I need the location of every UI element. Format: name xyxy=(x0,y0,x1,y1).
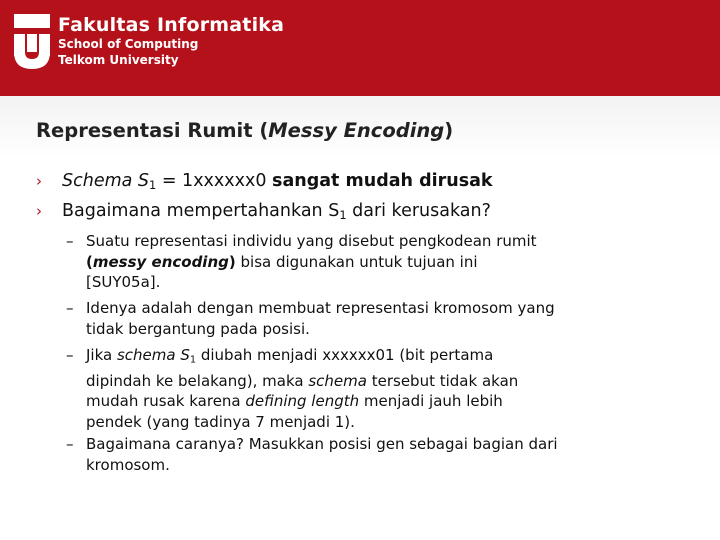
brand-text xyxy=(58,14,284,68)
sub3-line2 xyxy=(66,371,696,392)
sub1-rest: bisa digunakan untuk tujuan ini xyxy=(235,252,478,271)
sub4-line2: kromosom. xyxy=(86,455,170,474)
bullet-arrow-icon: › xyxy=(36,172,42,190)
faculty-name: Fakultas Informatika xyxy=(58,14,285,36)
title-suffix: ) xyxy=(444,119,454,142)
sub3-line3b: menjadi jauh lebih xyxy=(359,392,503,411)
sub3-line4: pendek (yang tadinya 7 menjadi 1). xyxy=(86,412,355,431)
telkom-university-logo xyxy=(12,12,52,70)
question-suffix: dari kerusakan? xyxy=(346,201,491,221)
sub3-jika: Jika xyxy=(86,346,117,364)
sub1-close: ) xyxy=(228,252,236,271)
sub1-line2 xyxy=(66,252,696,273)
header-banner xyxy=(0,0,720,96)
sub1-open: ( xyxy=(86,252,93,271)
question-subscript: 1 xyxy=(339,207,347,222)
sub3-schema: schema S xyxy=(116,346,190,364)
sub3-schema2: schema xyxy=(308,371,367,390)
title-italic: Messy Encoding xyxy=(268,119,445,142)
dash-marker: – xyxy=(66,232,74,250)
sub3-rest1: diubah menjadi xxxxxx01 (bit pertama xyxy=(196,346,494,364)
sub-item-example xyxy=(66,345,696,432)
university-name: Telkom University xyxy=(58,53,179,67)
sub4-line1: Bagaimana caranya? Masukkan posisi gen sebagai bagian dari xyxy=(86,435,558,453)
question-prefix: Bagaimana mempertahankan S xyxy=(62,201,340,221)
sub3-defining: defining length xyxy=(245,392,360,411)
sub1-line1: Suatu representasi individu yang disebut pengkodean rumit xyxy=(86,232,537,250)
title-prefix: Representasi Rumit ( xyxy=(36,119,269,142)
sub-item-representation xyxy=(66,231,696,293)
sub3-line2-text: dipindah ke belakang), maka xyxy=(86,371,309,390)
dash-marker: – xyxy=(66,299,74,317)
sub2-line2: tidak bergantung pada posisi. xyxy=(86,319,310,338)
bullet-question xyxy=(36,201,491,222)
school-name: School of Computing xyxy=(58,37,199,51)
sub-item-how xyxy=(66,434,696,475)
sub-item-idea xyxy=(66,298,696,339)
sub2-line1: Idenya adalah dengan membuat representasi kromosom yang xyxy=(86,299,555,317)
sub1-line3: [SUY05a]. xyxy=(86,273,161,291)
sub3-line3 xyxy=(66,391,696,412)
dash-marker: – xyxy=(66,435,74,453)
bullet-arrow-icon: › xyxy=(36,202,42,220)
bullet-schema xyxy=(36,171,493,192)
sub1-messy: messy encoding xyxy=(92,252,229,271)
schema-value: = 1xxxxxx0 xyxy=(156,171,273,191)
slide-title xyxy=(36,119,453,142)
sub3-rest2: tersebut tidak akan xyxy=(366,371,519,390)
sub3-subscript: 1 xyxy=(189,354,197,366)
dash-marker: – xyxy=(66,346,74,364)
schema-label: Schema S xyxy=(62,171,150,191)
schema-emphasis: sangat mudah dirusak xyxy=(272,171,493,191)
sub3-line3a: mudah rusak karena xyxy=(86,392,246,411)
schema-subscript: 1 xyxy=(149,177,157,192)
